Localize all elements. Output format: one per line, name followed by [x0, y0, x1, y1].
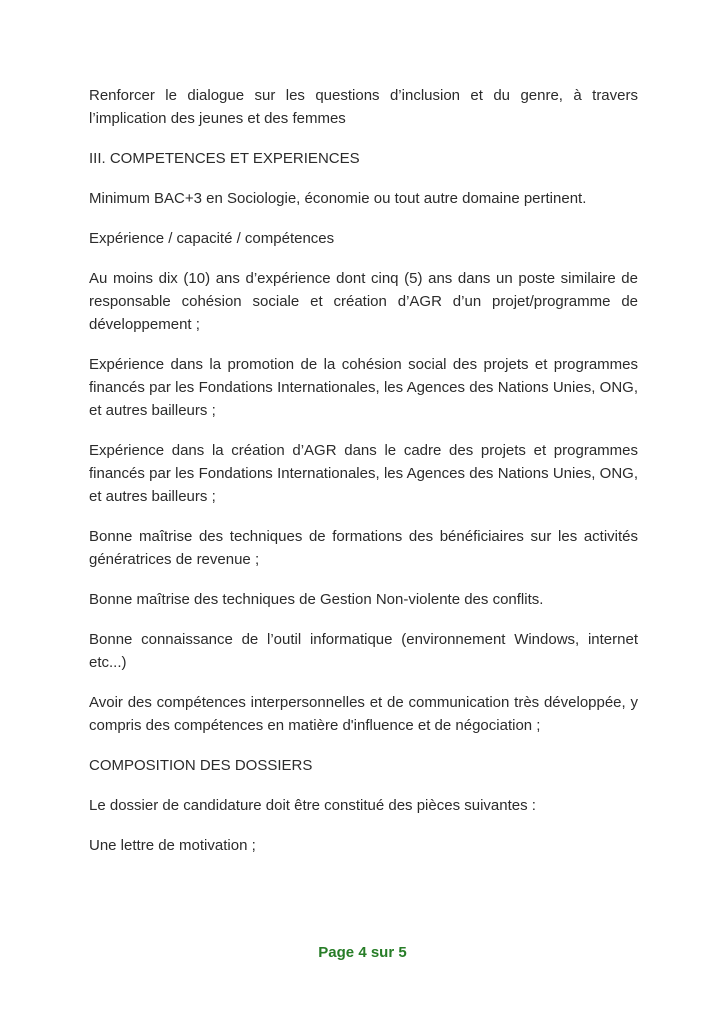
paragraph-competences-interpersonnelles: Avoir des compétences interpersonnelles et de communication très développée, y compris des compétences en matière d'influence et de négociation ;: [89, 694, 638, 734]
paragraph-experience-promotion-cohesion: Expérience dans la promotion de la cohésion social des projets et programmes financés par les Fondations Internationales, les Agences des Nations Unies, ONG, et autres bailleurs ;: [89, 356, 638, 419]
section-heading-composition-dossiers: COMPOSITION DES DOSSIERS: [89, 757, 313, 774]
paragraph-renforcer-dialogue: Renforcer le dialogue sur les questions d’inclusion et du genre, à travers l’implication des jeunes et des femmes: [89, 87, 638, 127]
paragraph-experience-creation-agr: Expérience dans la création d’AGR dans le cadre des projets et programmes financés par les Fondations Internationales, les Agences des Nations Unies, ONG, et autres bailleurs ;: [89, 442, 638, 505]
page-number-text: Page 4 sur 5: [318, 944, 407, 961]
page-footer: [0, 941, 725, 964]
section-heading-competences-experiences: III. COMPETENCES ET EXPERIENCES: [89, 150, 360, 167]
paragraph-au-moins-dix-ans: Au moins dix (10) ans d’expérience dont cinq (5) ans dans un poste similaire de responsable cohésion sociale et création d’AGR d’un projet/programme de développement ;: [89, 270, 638, 333]
paragraph-maitrise-formations-beneficiaires: Bonne maîtrise des techniques de formations des bénéficiaires sur les activités génératrices de revenue ;: [89, 528, 638, 568]
document-body: [89, 84, 638, 874]
paragraph-lettre-motivation: Une lettre de motivation ;: [89, 837, 256, 854]
paragraph-experience-capacite-competences: Expérience / capacité / compétences: [89, 230, 335, 247]
paragraph-connaissance-outil-informatique: Bonne connaissance de l’outil informatique (environnement Windows, internet etc...): [89, 631, 638, 671]
paragraph-maitrise-gestion-conflits: Bonne maîtrise des techniques de Gestion Non-violente des conflits.: [89, 591, 544, 608]
paragraph-minimum-bac3: Minimum BAC+3 en Sociologie, économie ou tout autre domaine pertinent.: [89, 190, 587, 207]
paragraph-dossier-candidature: Le dossier de candidature doit être constitué des pièces suivantes :: [89, 797, 536, 814]
